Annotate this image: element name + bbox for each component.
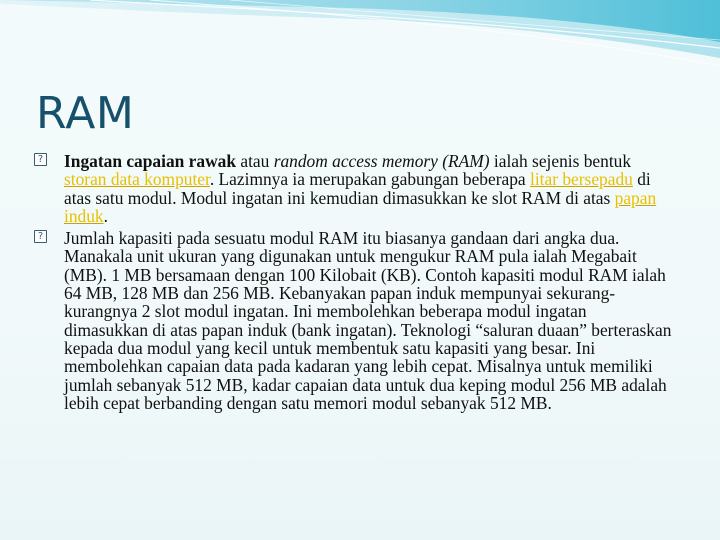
paragraph-ram-capacity: [34, 229, 674, 412]
link-storan-data-komputer[interactable]: storan data komputer: [64, 169, 210, 190]
slide-body: [34, 152, 674, 416]
slide-title: RAM: [36, 88, 135, 139]
link-litar-bersepadu[interactable]: litar bersepadu: [530, 169, 633, 190]
paragraph-text: atau: [236, 151, 274, 171]
paragraph-text: di atas satu modul. Modul ingatan ini kemudian dimasukkan ke slot RAM di atas: [64, 169, 651, 208]
term-ram-malay: Ingatan capaian rawak: [64, 151, 237, 171]
box-bullet-icon: [34, 230, 47, 243]
paragraph-text: Jumlah kapasiti pada sesuatu modul RAM itu biasanya gandaan dari angka dua. Manakala unit ukuran yang digunakan untuk mengukur RAM pula ialah Megabait (MB). 1 MB bersamaan dengan 100 Kilobait (KB). Contoh kapasiti modul RAM ialah 64 MB, 128 MB dan 256 MB. Kebanyakan papan induk mempunyai sekurang-kurangnya 2 slot modul ingatan. Ini membolehkan beberapa modul ingatan dimasukkan di atas papan induk (bank ingatan). Teknologi “saluran duaan” berteraskan kepada dua modul yang kecil untuk membentuk satu kapasiti yang besar. Ini membolehkan capaian data pada kadaran yang lebih cepat. Misalnya untuk memiliki jumlah sebanyak 512 MB, kadar capaian data untuk dua keping modul 256 MB adalah lebih cepat berbanding dengan satu memori modul sebanyak 512 MB.: [64, 228, 672, 413]
term-ram-english: random access memory (RAM): [273, 151, 490, 171]
paragraph-text: .: [103, 205, 108, 226]
top-wave-decoration: [0, 0, 720, 90]
box-bullet-icon: [34, 153, 47, 166]
paragraph-text: . Lazimnya ia merupakan gabungan beberapa: [209, 169, 530, 190]
paragraph-text: ialah sejenis bentuk: [489, 151, 632, 171]
link-papan-induk[interactable]: papan induk: [64, 187, 657, 226]
paragraph-ram-definition: [34, 152, 674, 225]
